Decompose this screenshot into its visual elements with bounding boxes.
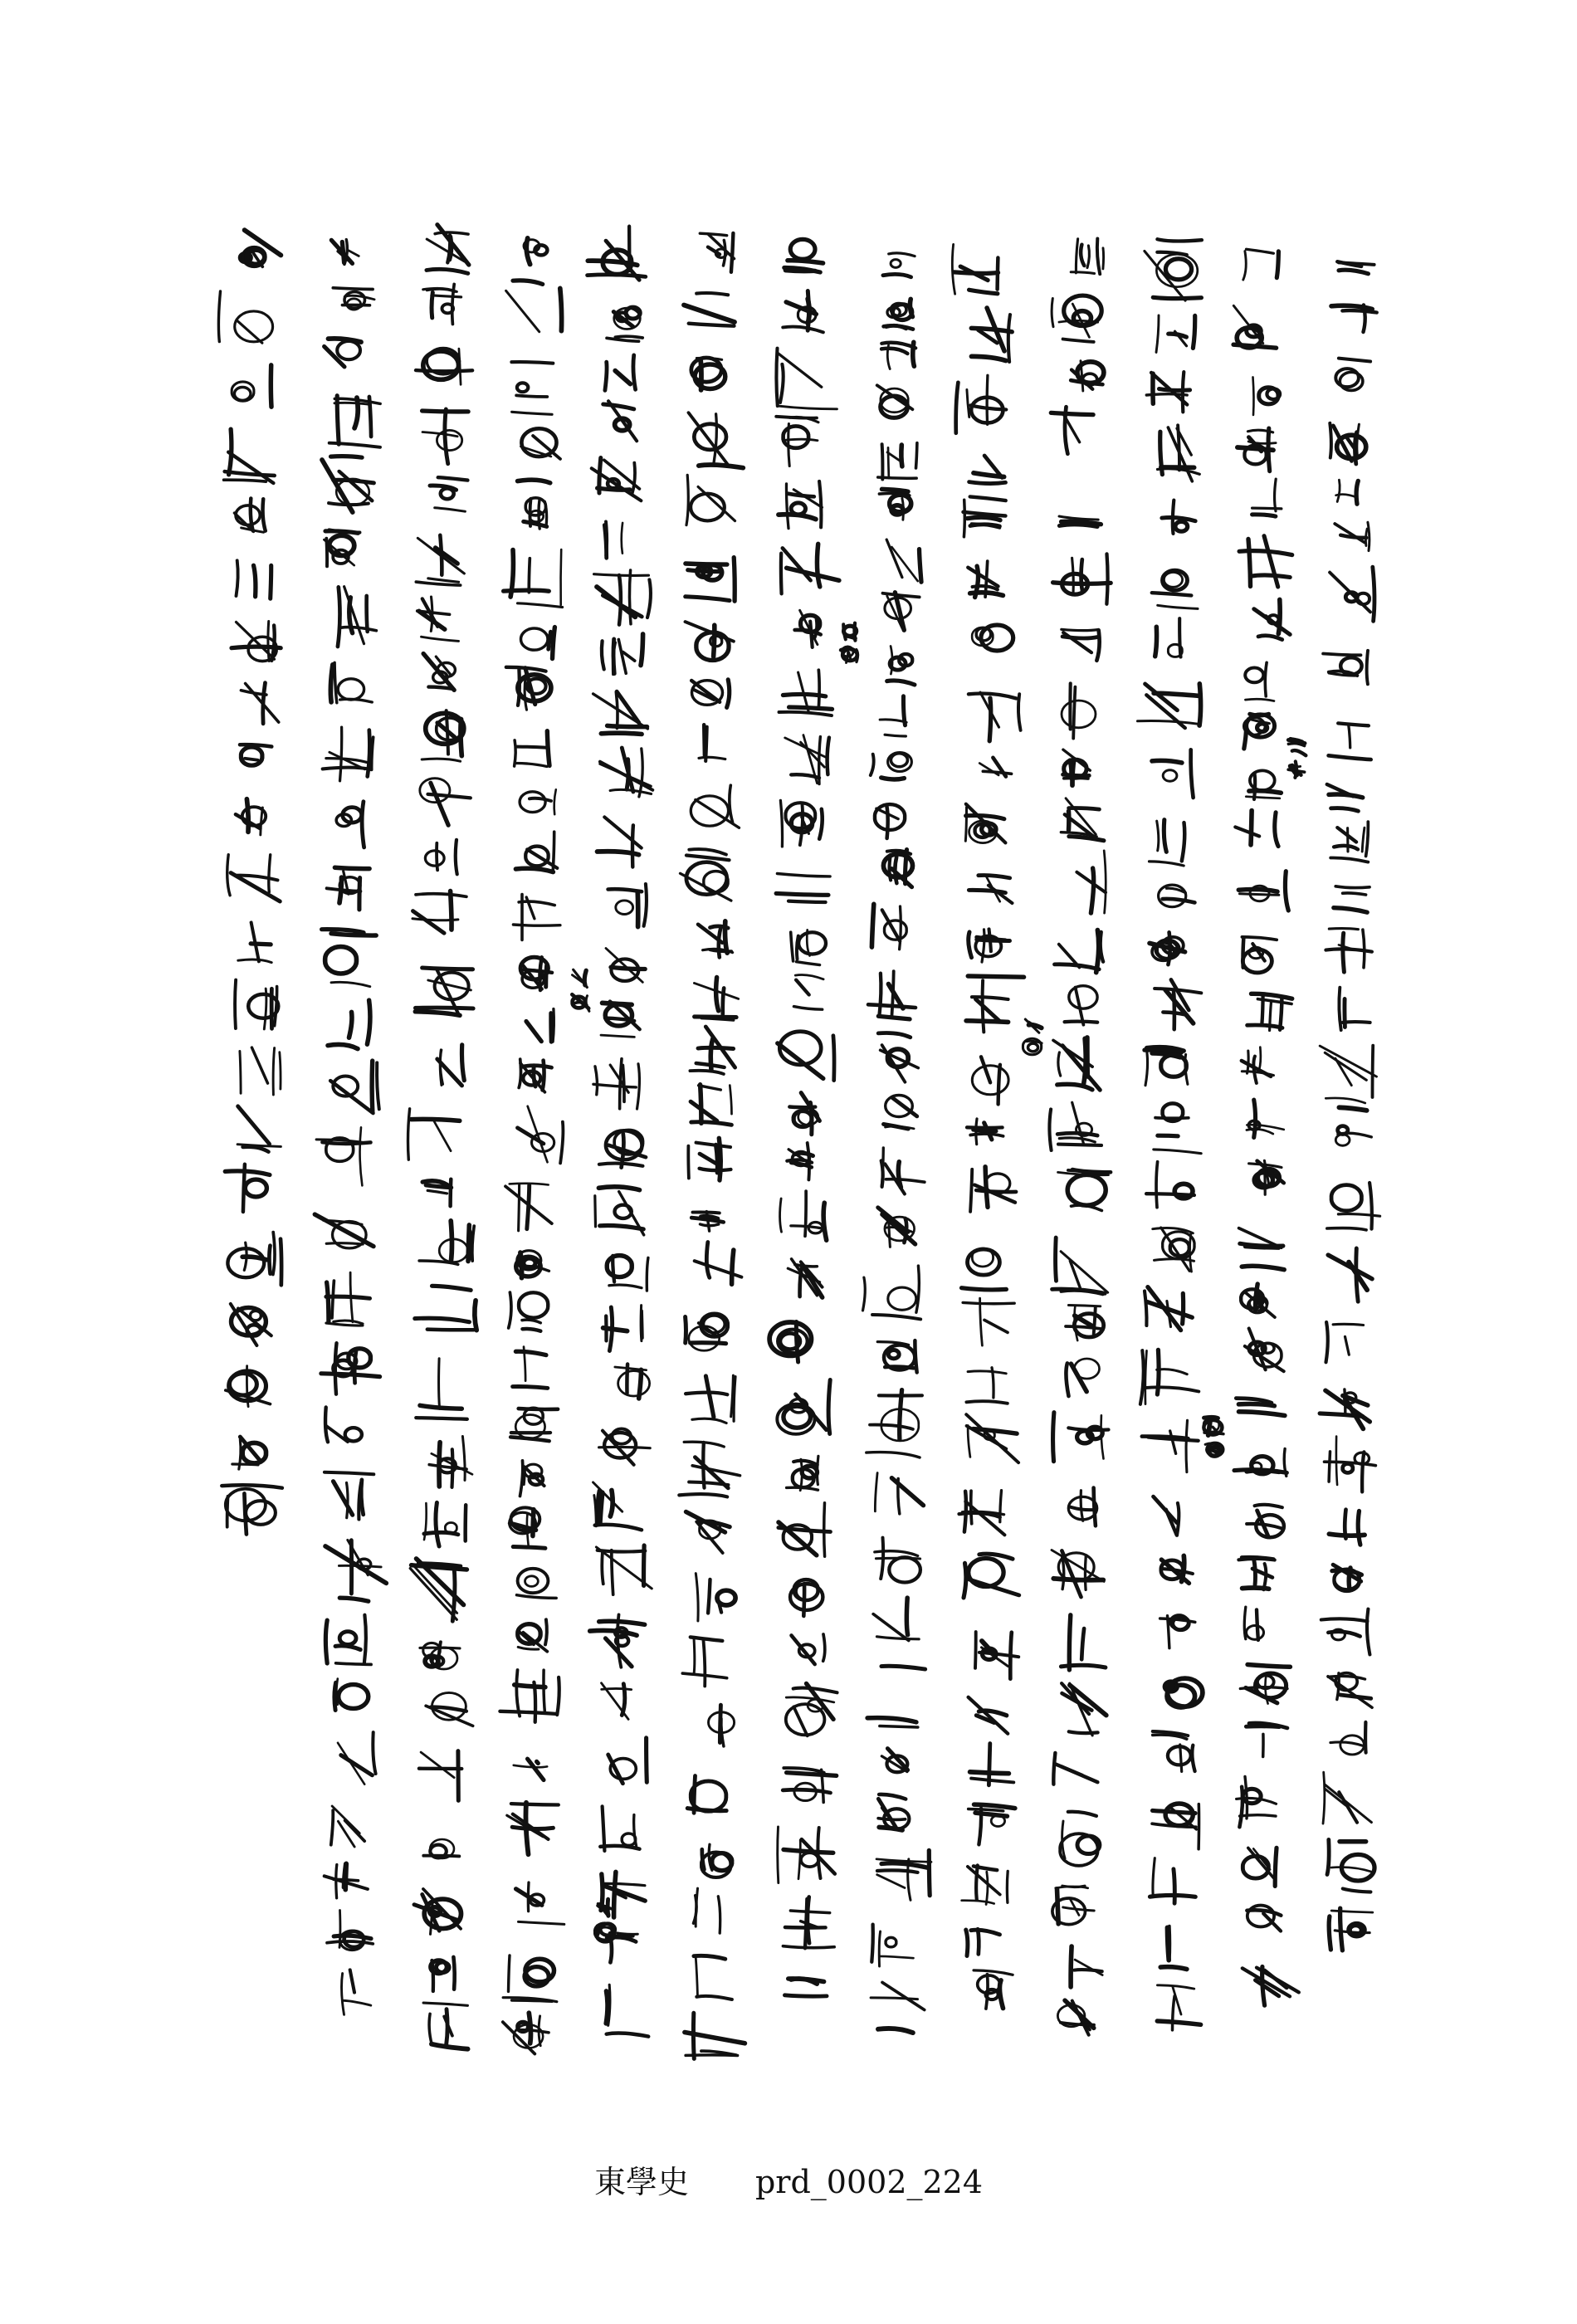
interlinear-note-6 [1023, 1019, 1042, 1055]
manuscript-column-7 [769, 239, 839, 1996]
interlinear-note-4 [572, 969, 589, 1011]
page-footer [0, 2156, 1577, 2206]
manuscript-column-2 [1233, 249, 1299, 2005]
manuscript-column-6 [863, 253, 932, 2033]
manuscript-column-12 [315, 240, 386, 2015]
manuscript-column-11 [408, 225, 476, 2049]
interlinear-note-2 [1204, 1417, 1223, 1456]
manuscript-column-1 [1320, 261, 1380, 1950]
manuscript-column-5 [952, 244, 1023, 2009]
footer-code: prd_0002_224 [754, 2164, 984, 2200]
manuscript-column-10 [500, 238, 564, 2054]
manuscript-column-9 [588, 227, 653, 2037]
footer-title: 東學史 [593, 2164, 689, 2200]
manuscript-column-13 [218, 230, 282, 1534]
interlinear-note-3 [841, 623, 857, 663]
interlinear-note-1 [1288, 738, 1306, 778]
manuscript-column-3 [1138, 239, 1203, 2030]
manuscript-column-8 [679, 233, 745, 2059]
manuscript-column-4 [1049, 239, 1111, 2035]
